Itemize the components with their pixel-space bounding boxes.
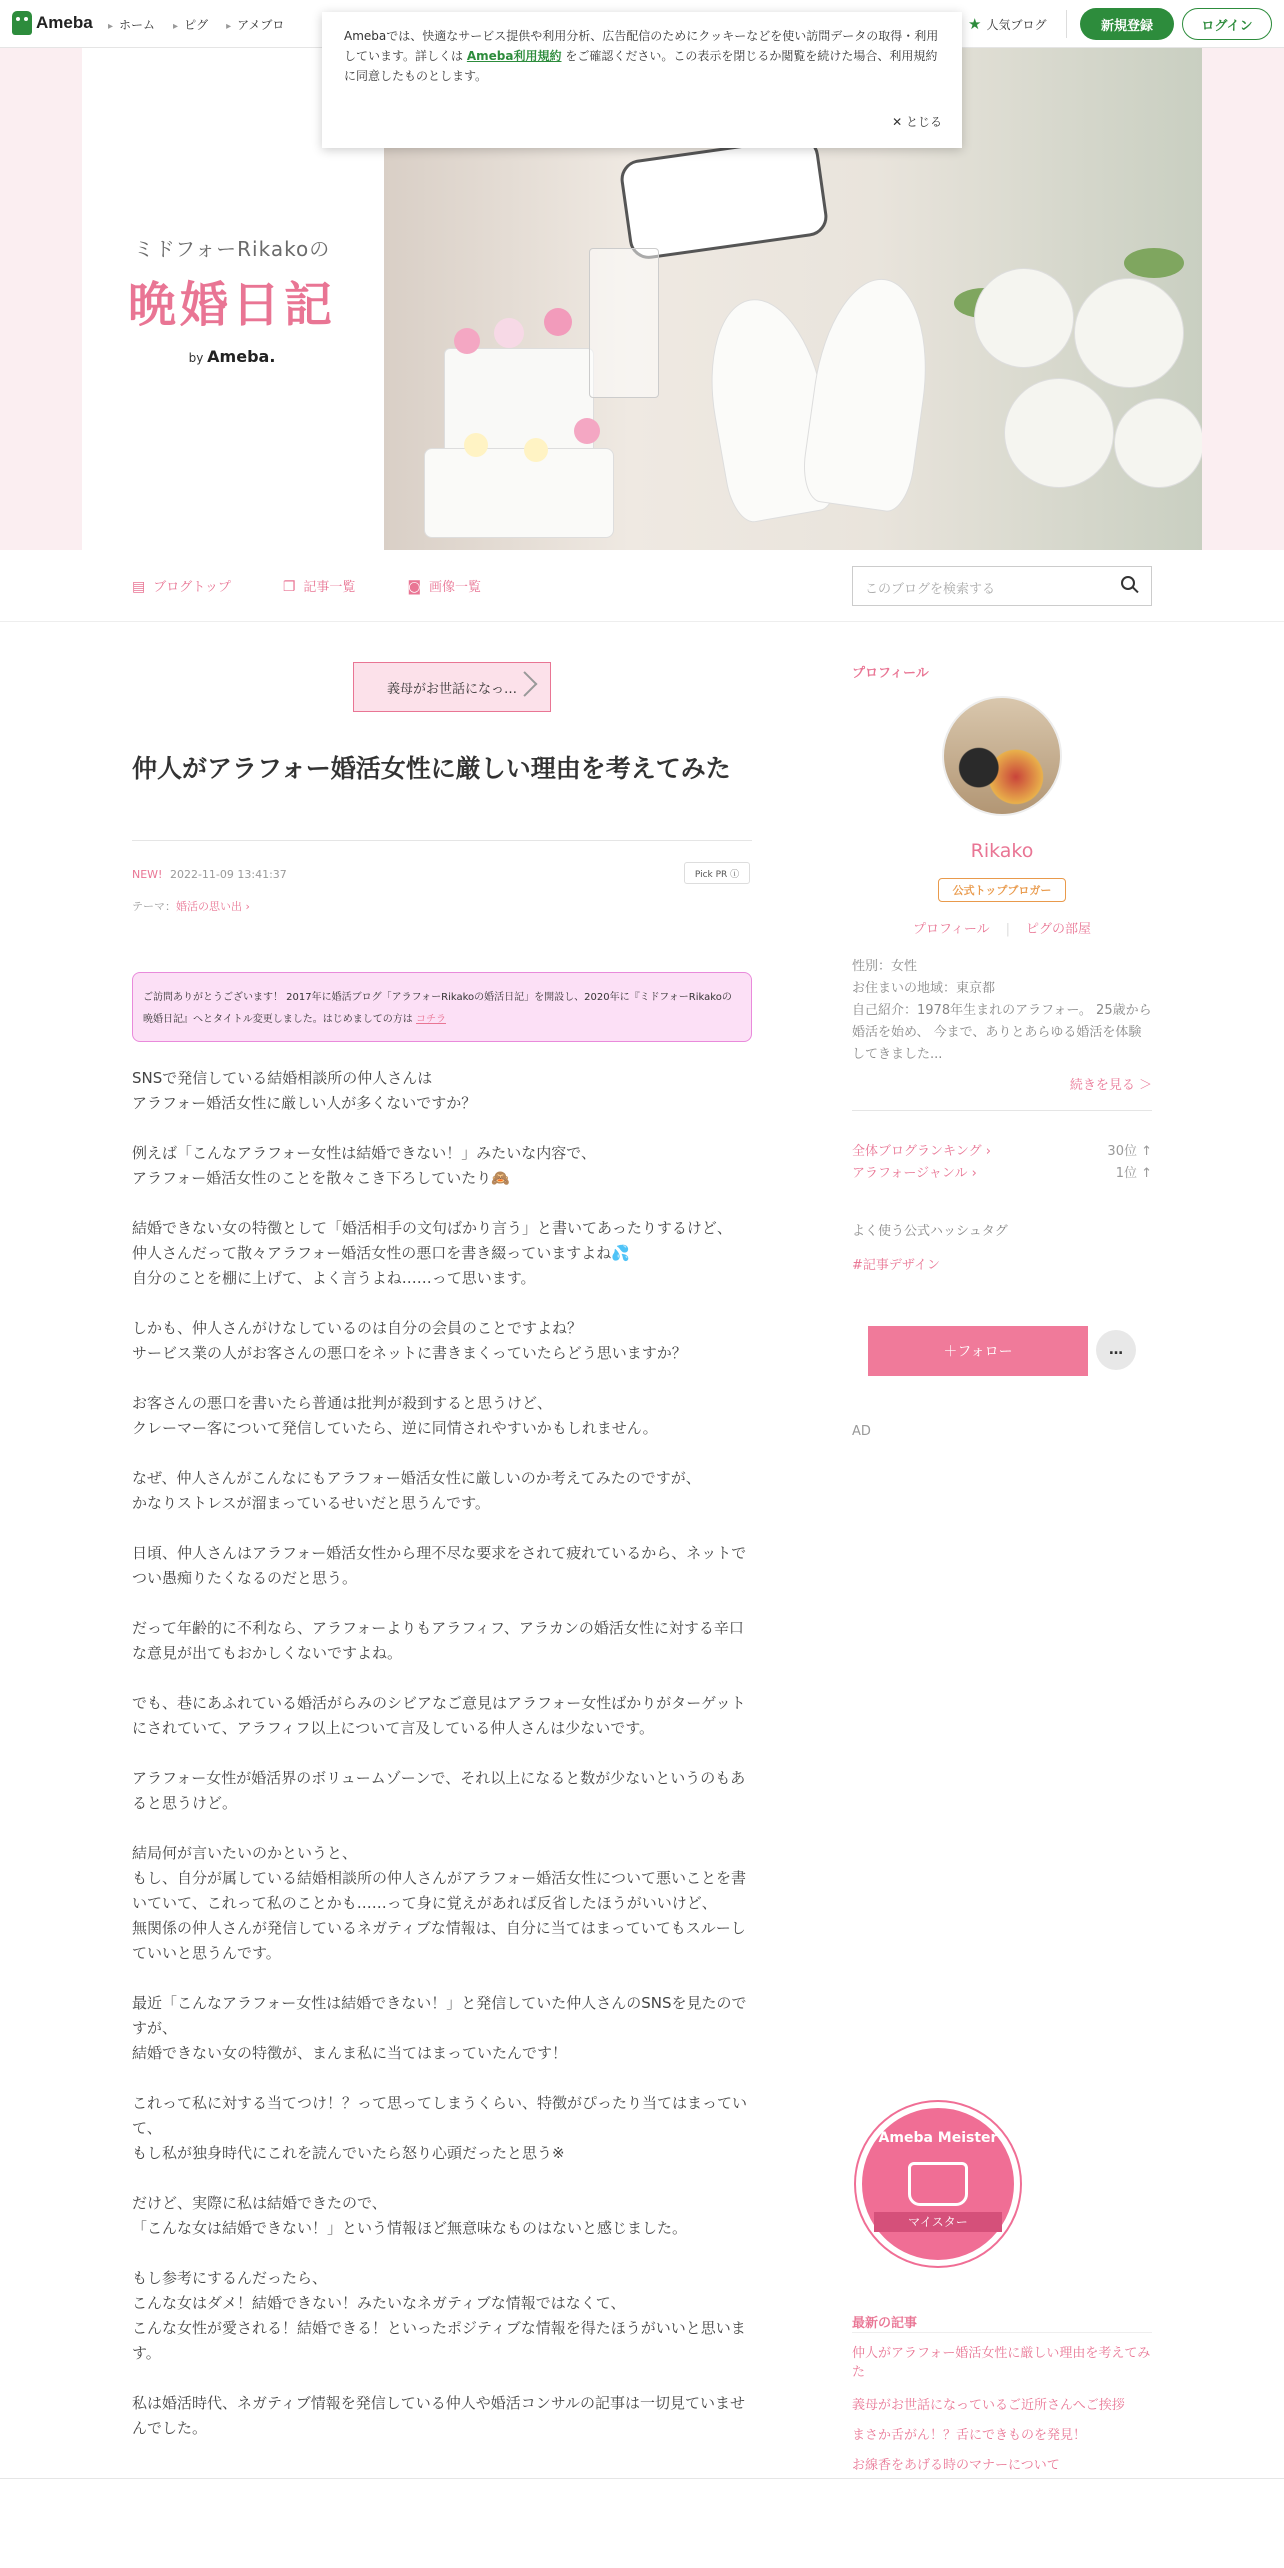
ranking-genre[interactable]: アラフォージャンル › 1位 ↑ bbox=[852, 1162, 1152, 1181]
ameba-logo[interactable] bbox=[12, 11, 93, 35]
ranking-value: 30位 ↑ bbox=[1107, 1144, 1152, 1159]
meister-ribbon: マイスター bbox=[874, 2212, 1002, 2232]
blog-title-line2: 晩婚日記 bbox=[127, 276, 336, 333]
cookie-close-button[interactable]: ✕ とじる bbox=[892, 115, 942, 129]
bride-sign bbox=[618, 135, 830, 262]
official-blogger-badge: 公式トップブロガー bbox=[938, 878, 1066, 902]
nav-blog-top[interactable]: ▤ ブログトップ bbox=[132, 579, 231, 595]
more-options-button[interactable]: … bbox=[1096, 1330, 1136, 1370]
page-icon: ▤ bbox=[132, 579, 146, 595]
profile-name[interactable]: Rikako bbox=[970, 840, 1034, 862]
nav-image-list[interactable]: ◙ 画像一覧 bbox=[407, 579, 482, 595]
greeting-more-link[interactable]: コチラ bbox=[416, 1014, 446, 1025]
ranking-overall[interactable]: 全体ブログランキング › 30位 ↑ bbox=[852, 1140, 1152, 1159]
latest-entries-heading: 最新の記事 bbox=[852, 2316, 918, 2331]
gnav-ameblo[interactable]: ▸ アメブロ bbox=[226, 16, 284, 33]
login-button[interactable]: ログイン bbox=[1182, 8, 1272, 40]
body-paragraph: しかも、仲人さんがけなしているのは自分の会員のことですよね？ サービス業の人がお客さんの悪口をネットに書きまくっていたらどう思いますか？ bbox=[132, 1319, 687, 1362]
bridal-shoe-2 bbox=[799, 271, 940, 514]
hashtags-heading: よく使う公式ハッシュタグ bbox=[852, 1224, 1008, 1239]
ranking-value: 1位 ↑ bbox=[1115, 1166, 1152, 1181]
profile-link[interactable]: プロフィール bbox=[912, 922, 990, 937]
body-paragraph: 例えば「こんなアラフォー女性は結婚できない！」みたいな内容で、 アラフォー婚活女性のことを散々こき下ろしていたり🙈 bbox=[132, 1144, 596, 1187]
ameba-meister-badge[interactable] bbox=[856, 2102, 1020, 2266]
latest-entry-link[interactable]: 義母がお世話になっているご近所さんへご挨拶 bbox=[852, 2398, 1125, 2413]
by-ameba: by Ameba. bbox=[188, 346, 276, 366]
body-paragraph: アラフォー女性が婚活界のボリュームゾーンで、それ以上になると数が少ないというのもあると思うけど。 bbox=[132, 1769, 746, 1812]
gnav-pigg[interactable]: ▸ ピグ bbox=[173, 16, 208, 33]
body-paragraph: 最近「こんなアラフォー女性は結婚できない！」と発信していた仲人さんのSNSを見たのですが、 結婚できない女の特徴が、まんま私に当てはまっていたんです！ bbox=[132, 1994, 747, 2062]
cookie-close-label: とじる bbox=[905, 115, 942, 129]
profile-avatar[interactable] bbox=[942, 696, 1062, 816]
wedding-cake-image bbox=[424, 248, 614, 538]
greeting-text: ご訪問ありがとうございます！ 2017年に婚活ブログ「アラフォーRikakoの婚活日記」を開設し、2020年に『ミドフォーRikakoの晩婚日記』へとタイトル変更しました。はじめましての方は bbox=[143, 992, 732, 1025]
popular-blogs-link[interactable] bbox=[968, 15, 1046, 33]
entry-date: 2022-11-09 13:41:37 bbox=[169, 868, 287, 881]
body-paragraph: なぜ、仲人さんがこんなにもアラフォー婚活女性に厳しいのか考えてみたのですが、 かなりストレスが溜まっているせいだと思うんです。 bbox=[132, 1469, 701, 1512]
gnav-home[interactable]: ▸ ホーム bbox=[108, 16, 155, 33]
profile-links: プロフィール | ピグの部屋 bbox=[912, 922, 1092, 937]
crown-icon bbox=[908, 2162, 968, 2206]
body-paragraph: 結局何が言いたいのかというと、 もし、自分が属している結婚相談所の仲人さんがアラフォー婚活女性について悪いことを書いていて、これって私のことかも……って身に覚えがあれば反省したほうがいいけど、 無関係の仲人さんが発信しているネガティブな情報は、自分に当てはまっていてもスルーしていいと思うんです。 bbox=[132, 1844, 746, 1962]
profile-intro: 自己紹介：1978年生まれのアラフォー。 25歳から婚活を始め、 今まで、ありとあらゆる婚活を体験してきました... bbox=[852, 1003, 1152, 1062]
copy-icon: ❐ bbox=[282, 579, 296, 595]
new-badge: NEW! bbox=[132, 868, 163, 881]
ranking-label: 全体ブログランキング bbox=[852, 1144, 982, 1159]
pigg-room-link[interactable]: ピグの部屋 bbox=[1026, 922, 1092, 937]
camera-icon: ◙ bbox=[407, 579, 422, 595]
latest-entry-link[interactable]: お線香をあげる時のマナーについて bbox=[852, 2458, 1060, 2473]
blog-search-input[interactable] bbox=[852, 566, 1152, 606]
title-divider bbox=[132, 840, 752, 841]
entry-body bbox=[132, 1066, 752, 2466]
popular-label: 人気ブログ bbox=[986, 17, 1047, 32]
latest-entry-link[interactable]: まさか舌がん！？舌にできものを発見！ bbox=[852, 2428, 1087, 2443]
star-icon: ★ bbox=[968, 15, 982, 33]
body-paragraph: だって年齢的に不利なら、アラフォーよりもアラフィフ、アラカンの婚活女性に対する辛口な意見が出てもおかしくないですよね。 bbox=[132, 1619, 744, 1662]
entry-theme: テーマ：婚活の思い出 › bbox=[132, 900, 250, 913]
global-nav bbox=[108, 16, 284, 33]
body-paragraph: SNSで発信している結婚相談所の仲人さんは アラフォー婚活女性に厳しい人が多くないですか？ bbox=[132, 1069, 477, 1112]
cookie-notice bbox=[322, 12, 962, 148]
header-divider bbox=[1066, 10, 1067, 38]
nav-entry-list[interactable]: ❐ 記事一覧 bbox=[282, 579, 356, 595]
profile-location: お住まいの地域：東京都 bbox=[852, 981, 996, 996]
cookie-text-before: Amebaでは、快適なサービス提供や利用分析、広告配信のためにクッキーなどを使い訪問データの取得・利用しています。詳しくは bbox=[344, 29, 939, 63]
search-icon[interactable] bbox=[1121, 576, 1139, 594]
profile-heading: プロフィール bbox=[852, 666, 929, 681]
continue-link[interactable]: 続きを見る ＞ bbox=[1069, 1078, 1152, 1093]
body-paragraph: 結婚できない女の特徴として「婚活相手の文句ばかり言う」と書いてあったりするけど、 仲人さんだって散々アラフォー婚活女性の悪口を書き綴っていますよね💦 自分のことを棚に上げて、よく言うよね……って思います。 bbox=[132, 1219, 732, 1287]
previous-entry-button[interactable] bbox=[353, 662, 551, 712]
search-placeholder: このブログを検索する bbox=[865, 582, 996, 597]
body-paragraph: だけど、実際に私は結婚できたので、 「こんな女は結婚できない！」という情報ほど無意味なものはないと感じました。 bbox=[132, 2194, 688, 2237]
signup-button[interactable]: 新規登録 bbox=[1080, 8, 1174, 40]
body-paragraph: これって私に対する当てつけ！？って思ってしまうくらい、特徴がぴったり当てはまっていて、 もし私が独身時代にこれを読んでいたら怒り心頭だったと思う※ bbox=[132, 2094, 748, 2162]
hashtag-link[interactable]: #記事デザイン bbox=[852, 1258, 940, 1273]
entry-title: 仲人がアラフォー婚活女性に厳しい理由を考えてみた bbox=[132, 754, 731, 783]
body-paragraph: もし参考にするんだったら、 こんな女はダメ！結婚できない！みたいなネガティブな情報ではなくて、 こんな女性が愛される！結婚できる！といったポジティブな情報を得たほうがいいと思います。 bbox=[132, 2269, 746, 2362]
entry-meta bbox=[132, 868, 287, 881]
body-paragraph: お客さんの悪口を書いたら普通は批判が殺到すると思うけど、 クレーマー客について発信していたら、逆に同情されやすいかもしれません。 bbox=[132, 1394, 658, 1437]
latest-divider bbox=[852, 2332, 1152, 2333]
bottom-bar-divider bbox=[0, 2478, 1284, 2479]
profile-gender: 性別：女性 bbox=[852, 959, 918, 974]
follow-button[interactable]: ＋フォロー bbox=[868, 1326, 1088, 1376]
blog-title-line1: ミドフォーRikakoの bbox=[133, 236, 331, 261]
body-paragraph: でも、巷にあふれている婚活がらみのシビアなご意見はアラフォー女性ばかりがターゲットにされていて、アラフィフ以上について言及している仲人さんは少ないです。 bbox=[132, 1694, 746, 1737]
blog-subnav bbox=[0, 550, 1284, 622]
latest-entry-link[interactable]: 仲人がアラフォー婚活女性に厳しい理由を考えてみた bbox=[852, 2346, 1151, 2380]
terms-link[interactable]: Ameba利用規約 bbox=[466, 49, 562, 63]
profile-info bbox=[852, 956, 1152, 1066]
theme-link[interactable]: 婚活の思い出 bbox=[176, 900, 242, 913]
greeting-box bbox=[132, 972, 752, 1042]
ameba-logo-icon bbox=[12, 11, 32, 35]
logo-text: Ameba bbox=[36, 13, 93, 32]
body-paragraph: 私は婚活時代、ネガティブ情報を発信している仲人や婚活コンサルの記事は一切見ていませんでした。 bbox=[132, 2394, 746, 2437]
body-paragraph: 日頃、仲人さんはアラフォー婚活女性から理不尽な要求をされて疲れているから、ネットでつい愚痴りたくなるのだと思う。 bbox=[132, 1544, 747, 1587]
meister-title: Ameba Meister bbox=[878, 2130, 998, 2146]
cookie-text-after: をご確認ください。この表示を閉じるか閲覧を続けた場合、利用規約に同意したものとします。 bbox=[344, 49, 938, 83]
previous-entry-label: 義母がお世話になっ… bbox=[386, 681, 517, 697]
ad-label: AD bbox=[852, 1424, 871, 1439]
rose-bouquet bbox=[944, 228, 1202, 550]
ranking-label: アラフォージャンル bbox=[852, 1166, 968, 1181]
blog-menu bbox=[132, 576, 481, 595]
ranking-divider bbox=[852, 1110, 1152, 1111]
glass-vase bbox=[589, 248, 659, 398]
pickpr-button[interactable]: Pick PR ⓘ bbox=[684, 862, 750, 884]
